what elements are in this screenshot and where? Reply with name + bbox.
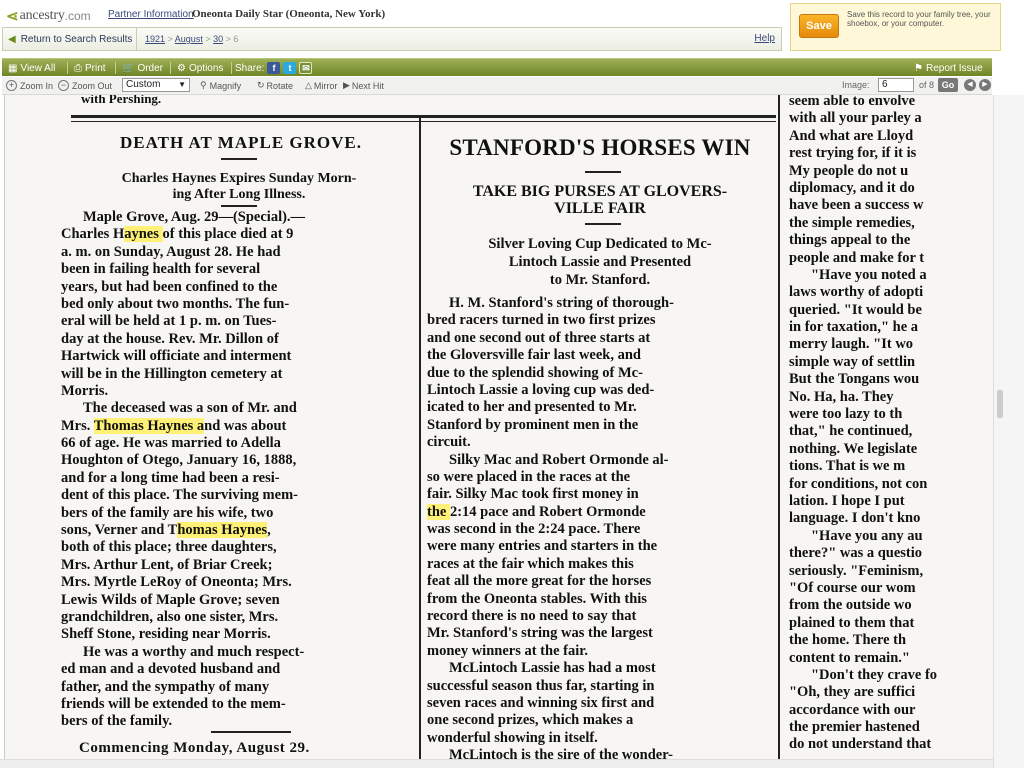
image-label: Image:	[842, 80, 870, 90]
newspaper-image-viewer[interactable]	[4, 95, 993, 759]
next-hit-button[interactable]	[343, 80, 384, 91]
zoom-out-button[interactable]	[58, 80, 112, 91]
text-line: the simple remedies,	[789, 214, 915, 231]
rotate-icon: ↻	[257, 80, 265, 90]
toolbar-divider	[231, 62, 232, 74]
search-highlight: aynes	[124, 226, 163, 243]
subhead-line: VILLE FAIR	[554, 200, 646, 217]
search-highlight: homas Haynes	[177, 522, 268, 539]
text-line: that," he continued,	[789, 423, 913, 440]
text-line: were too lazy to th	[789, 406, 903, 423]
text-line: nothing. We legislate	[789, 440, 918, 457]
text-line: were many entries and starters in the	[427, 538, 658, 555]
text-line: there?" was a questio	[789, 545, 923, 562]
return-to-search-button[interactable]	[3, 28, 137, 50]
view-all-button[interactable]	[8, 61, 55, 75]
cart-icon: 🛒	[122, 62, 135, 74]
article-subhead-secondary	[423, 235, 777, 289]
text-line: was second in the 2:24 pace. There	[427, 521, 641, 538]
text-line: queried. "It would be	[789, 301, 922, 318]
vertical-scrollbar[interactable]	[993, 95, 1024, 768]
text-line: McLintoch Lassie has had a most	[449, 660, 656, 677]
email-icon[interactable]: ✉	[299, 62, 312, 74]
text-line: and for a long time had been a resi-	[61, 469, 280, 486]
text-line: seven races and winning six first and	[427, 694, 655, 711]
text-line: both of this place; three daughters,	[61, 539, 277, 556]
text-line: Mrs. Arthur Lent, of Briar Creek;	[61, 556, 273, 573]
text-line: "Don't they crave fo	[811, 666, 938, 683]
partner-information-link[interactable]: Partner Information	[108, 9, 194, 20]
text-line: Hartwick will officiate and interment	[61, 348, 292, 365]
search-highlight: the	[427, 503, 450, 520]
text-line: laws worthy of adopti	[789, 284, 924, 301]
article-body	[789, 95, 993, 754]
text-line: in for taxation," he a	[789, 319, 919, 336]
breadcrumb-page: 6	[233, 34, 239, 44]
text-line: No. Ha, ha. They	[789, 388, 894, 405]
rotate-label: Rotate	[266, 80, 294, 91]
text-line: father, and the sympathy of many	[61, 678, 270, 695]
logo-text: ancestry	[19, 8, 65, 23]
next-image-icon[interactable]: ▶	[979, 79, 991, 91]
text-line: Charles Haynes of this place died at 9	[61, 226, 294, 243]
text-line: from the Oneonta stables. With this	[427, 590, 647, 607]
short-rule	[585, 223, 621, 225]
flag-icon: ⚑	[914, 62, 923, 74]
options-button[interactable]	[177, 61, 223, 75]
subhead-line: to Mr. Stanford.	[549, 272, 651, 288]
viewer-toolbar	[2, 58, 992, 76]
text-line: wonderful showing in itself.	[427, 729, 598, 746]
text-line: the Gloversville fair last week, and	[427, 347, 641, 364]
toolbar-divider	[170, 62, 171, 74]
text-line: seriously. "Feminism,	[789, 562, 924, 579]
minus-icon: −	[58, 80, 69, 91]
zoom-level-value: Custom	[126, 79, 161, 90]
text-line: years, but had been confined to the	[61, 278, 278, 295]
printer-icon: ⎙	[74, 62, 82, 74]
article-subhead	[61, 171, 417, 203]
logo-suffix: .com	[64, 9, 91, 23]
text-line: Silky Mac and Robert Ormonde al-	[449, 451, 669, 468]
horizontal-scrollbar[interactable]	[0, 759, 993, 768]
text-line: My people do not u	[789, 162, 909, 179]
gear-icon: ⚙	[177, 62, 186, 74]
text-line: tions. That is we m	[789, 458, 906, 475]
text-line: things appeal to the	[789, 232, 911, 249]
next-hit-icon: ▶	[343, 80, 350, 90]
text-line: due to the splendid showing of Mc-	[427, 364, 643, 381]
text-line: plained to them that	[789, 614, 915, 631]
text-line: dent of this place. The surviving mem-	[61, 487, 298, 504]
dropdown-arrow-icon: ▼	[178, 80, 186, 89]
text-line: fair. Silky Mac took first money in	[427, 486, 639, 503]
zoom-in-button[interactable]	[6, 80, 53, 91]
text-line: money winners at the fair.	[427, 642, 588, 659]
text-line: sons, Verner and Thomas Haynes,	[61, 522, 271, 539]
leaf-icon: ⋖	[6, 8, 19, 25]
zoom-in-label: Zoom In	[20, 80, 54, 91]
text-line: and one second out of three starts at	[427, 329, 651, 346]
text-line: Houghton of Otego, January 16, 1888,	[61, 452, 297, 469]
top-fragment-text: with Pershing.	[81, 95, 162, 106]
text-line: bers of the family are his wife, two	[61, 504, 274, 521]
previous-image-icon[interactable]: ◀	[964, 79, 976, 91]
grid-icon: ▦	[8, 62, 18, 74]
short-rule	[585, 171, 621, 173]
save-description: Save this record to your family tree, your shoebox, or your computer.	[847, 10, 991, 28]
text-line: a. m. on Sunday, August 28. He had	[61, 243, 281, 260]
text-line: Morris.	[61, 382, 109, 399]
site-header	[0, 0, 1024, 58]
text-line: have been a success w	[789, 197, 924, 214]
text-line: "Of course our wom	[789, 579, 916, 596]
bottom-headline: Commencing Monday, August 29.	[79, 740, 310, 756]
zoom-out-label: Zoom Out	[72, 80, 113, 91]
text-line: record there is no need to say that	[427, 608, 637, 625]
short-rule	[221, 205, 257, 207]
image-count: of 8	[919, 80, 935, 90]
search-highlight: Thomas Haynes a	[93, 417, 205, 434]
text-line: simple way of settlin	[789, 353, 916, 370]
text-line: content to remain."	[789, 649, 910, 666]
text-line: lation. I hope I put	[789, 492, 905, 509]
text-line: the 2:14 pace and Robert Ormonde	[427, 503, 646, 520]
text-line: the home. There th	[789, 632, 907, 649]
publication-title: Oneonta Daily Star (Oneonta, New York)	[192, 8, 386, 20]
breadcrumb-year[interactable]: 1921	[145, 34, 166, 44]
text-line: people and make for t	[789, 249, 925, 266]
column-rule-1	[419, 115, 421, 759]
navigation-row	[2, 27, 782, 51]
short-rule	[221, 158, 257, 160]
text-line: Sheff Stone, residing near Morris.	[61, 626, 271, 643]
text-line: diplomacy, and it do	[789, 179, 915, 196]
text-line: races at the fair which makes this	[427, 555, 634, 572]
text-line: friends will be extended to the mem-	[61, 695, 286, 712]
text-line: Mrs. Thomas Haynes and was about	[61, 417, 287, 434]
text-line: language. I don't kno	[789, 510, 921, 527]
mirror-label: Mirror	[313, 80, 338, 91]
save-button[interactable]: Save	[799, 14, 839, 38]
report-issue-button[interactable]	[914, 61, 983, 75]
text-line: bers of the family.	[61, 713, 173, 730]
text-line: Maple Grove, Aug. 29—(Special).—	[83, 209, 306, 225]
text-line: seem able to envolve	[789, 95, 916, 109]
report-issue-label: Report Issue	[925, 62, 983, 74]
help-link[interactable]: Help	[754, 33, 775, 44]
breadcrumb-day[interactable]: 30	[213, 34, 224, 44]
back-arrow-icon: ◀	[8, 33, 16, 45]
text-line: But the Tongans wou	[789, 371, 920, 388]
toolbar-divider	[115, 62, 116, 74]
breadcrumb-month[interactable]: August	[174, 34, 203, 44]
print-button[interactable]	[74, 61, 106, 75]
mirror-button[interactable]	[305, 80, 337, 91]
article-headline: STANFORD'S HORSES WIN	[449, 135, 751, 160]
share-group	[235, 61, 312, 75]
magnifier-icon: ⚲	[200, 80, 207, 90]
article-headline: DEATH AT MAPLE GROVE.	[119, 133, 363, 152]
image-controls-bar	[2, 77, 992, 95]
subhead-line: ing After Long Illness.	[172, 187, 306, 202]
subhead-line: Charles Haynes Expires Sunday Morn-	[121, 171, 357, 186]
column-rule-2	[778, 95, 780, 759]
breadcrumb: 1921 > August > 30 > 6	[145, 34, 239, 44]
text-line: bed only about two months. The fun-	[61, 295, 290, 312]
twitter-icon[interactable]: t	[283, 62, 296, 74]
text-line: H. M. Stanford's string of thorough-	[449, 295, 674, 311]
text-line: bred racers turned in two first prizes	[427, 312, 656, 329]
next-hit-label: Next Hit	[351, 80, 384, 91]
plus-icon: +	[6, 80, 17, 91]
text-line: for conditions, not con	[789, 475, 928, 492]
scroll-handle[interactable]	[997, 390, 1003, 418]
article-body	[61, 209, 417, 731]
text-line: 66 of age. He was married to Adella	[61, 435, 281, 452]
top-rule-thin	[71, 121, 776, 122]
text-line: Mrs. Myrtle LeRoy of Oneonta; Mrs.	[61, 574, 292, 591]
text-line: ed man and a devoted husband and	[61, 661, 281, 678]
text-line: "Have you noted a	[811, 266, 927, 283]
text-line: the premier hastened	[789, 719, 920, 736]
rotate-button[interactable]	[257, 80, 293, 91]
text-line: rest trying for, if it is	[789, 145, 917, 162]
article-body	[427, 295, 777, 759]
short-rule	[211, 731, 291, 733]
view-all-label: View All	[20, 62, 56, 74]
text-line: "Oh, they are suffici	[789, 684, 916, 701]
zoom-level-select[interactable]	[122, 78, 190, 92]
image-number-input[interactable]: 6	[878, 78, 914, 92]
ancestry-logo[interactable]	[6, 6, 91, 26]
text-line: been in failing health for several	[61, 261, 261, 278]
return-to-search-label: Return to Search Results	[20, 33, 133, 45]
magnify-label: Magnify	[209, 80, 242, 91]
text-line: feat all the more great for the horses	[427, 573, 652, 590]
text-line: And what are Lloyd	[789, 127, 914, 144]
text-line: Mr. Stanford's string was the largest	[427, 625, 653, 642]
text-line: successful season thus far, starting in	[427, 677, 655, 694]
text-line: grandchildren, also one sister, Mrs.	[61, 608, 279, 625]
subhead-line: Silver Loving Cup Dedicated to Mc-	[488, 236, 712, 252]
subhead-line: Lintoch Lassie and Presented	[508, 254, 692, 270]
text-line: icated to her and presented to Mr.	[427, 399, 637, 416]
text-line: with all your parley a	[789, 110, 922, 127]
text-line: so were placed in the races at the	[427, 468, 631, 485]
print-label: Print	[85, 62, 106, 74]
text-line: from the outside wo	[789, 597, 912, 614]
options-label: Options	[188, 62, 224, 74]
text-line: Lewis Wilds of Maple Grove; seven	[61, 591, 280, 608]
text-line: McLintoch is the sire of the wonder-	[449, 747, 673, 759]
top-rule	[71, 115, 776, 118]
text-line: will be in the Hillington cemetery at	[61, 365, 283, 382]
text-line: "Have you any au	[811, 527, 923, 544]
order-label: Order	[137, 62, 164, 74]
mirror-icon: △	[305, 80, 312, 90]
go-button[interactable]: Go	[938, 78, 958, 92]
text-line: eral will be held at 1 p. m. on Tues-	[61, 313, 277, 330]
article-subhead	[423, 183, 777, 217]
toolbar-divider	[67, 62, 68, 74]
text-line: merry laugh. "It wo	[789, 336, 914, 353]
facebook-icon[interactable]: f	[267, 62, 280, 74]
text-line: Stanford by prominent men in the	[427, 416, 639, 433]
order-button[interactable]	[122, 61, 163, 75]
text-line: circuit.	[427, 434, 471, 451]
subhead-line: TAKE BIG PURSES AT GLOVERS-	[472, 183, 728, 200]
save-record-panel	[790, 3, 1001, 51]
magnify-button[interactable]	[200, 80, 241, 91]
text-line: do not understand that	[789, 736, 932, 753]
text-line: The deceased was a son of Mr. and	[83, 400, 297, 417]
text-line: Lintoch Lassie a loving cup was ded-	[427, 381, 655, 398]
text-line: He was a worthy and much respect-	[83, 643, 305, 660]
text-line: accordance with our	[789, 701, 916, 718]
share-label: Share:	[235, 62, 265, 74]
text-line: day at the house. Rev. Mr. Dillon of	[61, 330, 279, 347]
text-line: one second prizes, which makes a	[427, 712, 634, 729]
